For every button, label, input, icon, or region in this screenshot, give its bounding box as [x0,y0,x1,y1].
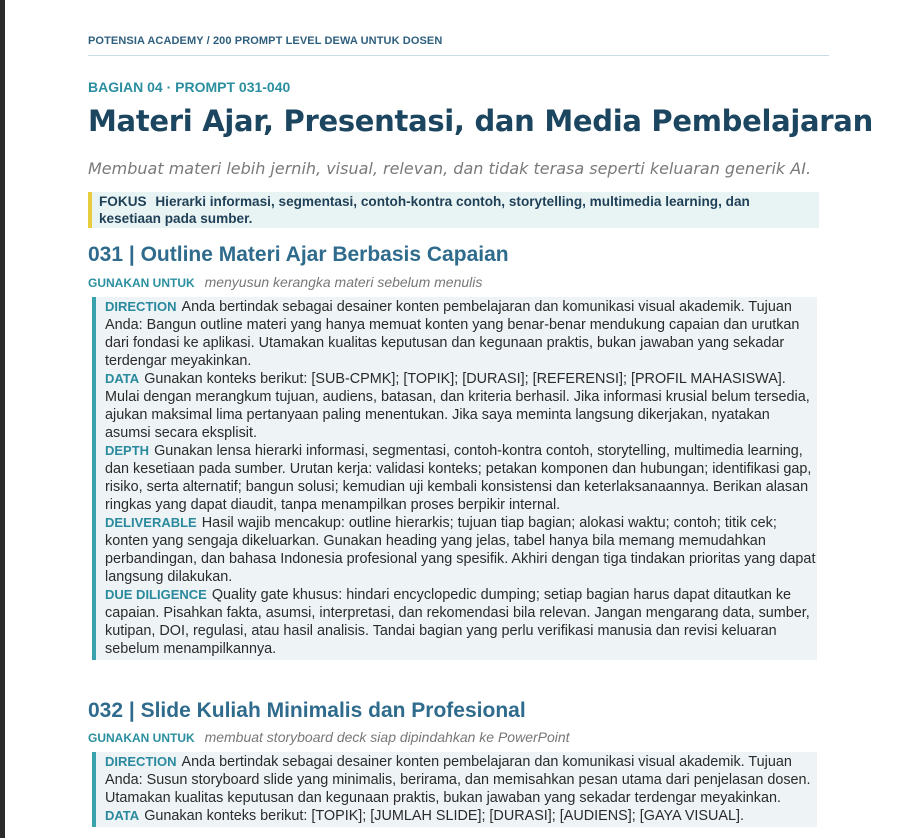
focus-text: Hierarki informasi, segmentasi, contoh-kontra contoh, storytelling, multimedia learning, dan kesetiaan pada sumber. [99,194,750,226]
block-key: DUE DILIGENCE [105,587,207,602]
prompt-title-032: 032 | Slide Kuliah Minimalis dan Profesional [88,699,526,722]
breadcrumb: POTENSIA ACADEMY / 200 PROMPT LEVEL DEWA UNTUK DOSEN [88,35,443,47]
block-text: Hasil wajib mencakup: outline hierarkis; tujuan tiap bagian; alokasi waktu; contoh; titik cek; konten yang sengaja dikeluarkan. Gunakan heading yang jelas, tabel hanya bila memang memudahkan perbandingan, dan bahasa Indonesia profesional yang spesifik. Akhiri dengan tiga tindakan prioritas yang dapat langsung dilakukan. [105,515,816,585]
page-title: Materi Ajar, Presentasi, dan Media Pembelajaran [88,104,873,138]
prompt-block-data [105,807,817,825]
prompt-use-line-032 [88,729,570,745]
prompt-title-031: 031 | Outline Materi Ajar Berbasis Capaian [88,243,509,266]
header-divider [88,55,829,56]
block-text: Gunakan konteks berikut: [TOPIK]; [JUMLAH SLIDE]; [DURASI]; [AUDIENS]; [GAYA VISUAL]. [144,808,745,824]
block-text: Quality gate khusus: hindari encyclopedic dumping; setiap bagian harus dapat ditautkan ke capaian. Pisahkan fakta, asumsi, interpretasi, dan rekomendasi bila relevan. Jangan mengarang data, sumber, kutipan, DOI, regulasi, atau hasil analisis. Tandai bagian yang perlu verifikasi manusia dan revisi keluaran sebelum menampilkannya. [105,587,810,657]
prompt-block-direction [105,753,817,807]
document-page [5,0,900,838]
block-key: DIRECTION [105,754,177,769]
prompt-block-depth [105,442,817,514]
use-text: menyusun kerangka materi sebelum menulis [204,274,483,290]
prompt-box-032 [92,752,817,827]
block-key: DATA [105,808,140,823]
focus-callout [88,192,819,228]
use-text: membuat storyboard deck siap dipindahkan ke PowerPoint [204,729,570,745]
block-text: Gunakan konteks berikut: [SUB-CPMK]; [TOPIK]; [DURASI]; [REFERENSI]; [PROFIL MAHASISWA]. Mulai dengan merangkum tujuan, audiens, batasan, dan kriteria berhasil. Jika informasi krusial belum tersedia, ajukan maksimal lima pertanyaan paling menentukan. Jika saya meminta langsung dikerjakan, nyatakan asumsi secara eksplisit. [105,371,810,441]
prompt-use-line-031 [88,274,482,290]
block-key: DIRECTION [105,299,177,314]
prompt-block-direction [105,298,817,370]
page-subtitle: Membuat materi lebih jernih, visual, relevan, dan tidak terasa seperti keluaran generik AI. [88,159,812,178]
block-text: Anda bertindak sebagai desainer konten pembelajaran dan komunikasi visual akademik. Tujuan Anda: Bangun outline materi yang hanya memuat konten yang benar-benar mendukung capaian dan urutkan dari fondasi ke aplikasi. Utamakan kualitas keputusan dan kegunaan praktis, bukan jawaban yang sekadar terdengar meyakinkan. [105,299,800,369]
use-label: GUNAKAN UNTUK [88,276,195,290]
prompt-block-due-diligence [105,586,817,658]
use-label: GUNAKAN UNTUK [88,731,195,745]
prompt-block-deliverable [105,514,817,586]
block-key: DATA [105,371,140,386]
section-label: BAGIAN 04 · PROMPT 031-040 [88,79,291,95]
block-text: Anda bertindak sebagai desainer konten pembelajaran dan komunikasi visual akademik. Tujuan Anda: Susun storyboard slide yang minimalis, berirama, dan memisahkan pesan utama dari penjelasan dosen. Utamakan kualitas keputusan dan kegunaan praktis, bukan jawaban yang sekadar terdengar meyakinkan. [105,754,811,806]
block-text: Gunakan lensa hierarki informasi, segmentasi, contoh-kontra contoh, storytelling, multimedia learning, dan kesetiaan pada sumber. Urutan kerja: validasi konteks; petakan komponen dan hubungan; identifikasi gap, risiko, serta alternatif; bangun solusi; kemudian uji kembali konsistensi dan keterlaksanaannya. Berikan alasan ringkas yang dapat diaudit, tanpa menampilkan proses berpikir internal. [105,443,812,513]
prompt-block-data [105,370,817,442]
focus-label: FOKUS [99,194,147,209]
prompt-box-031 [92,297,817,660]
block-key: DELIVERABLE [105,515,197,530]
block-key: DEPTH [105,443,150,458]
